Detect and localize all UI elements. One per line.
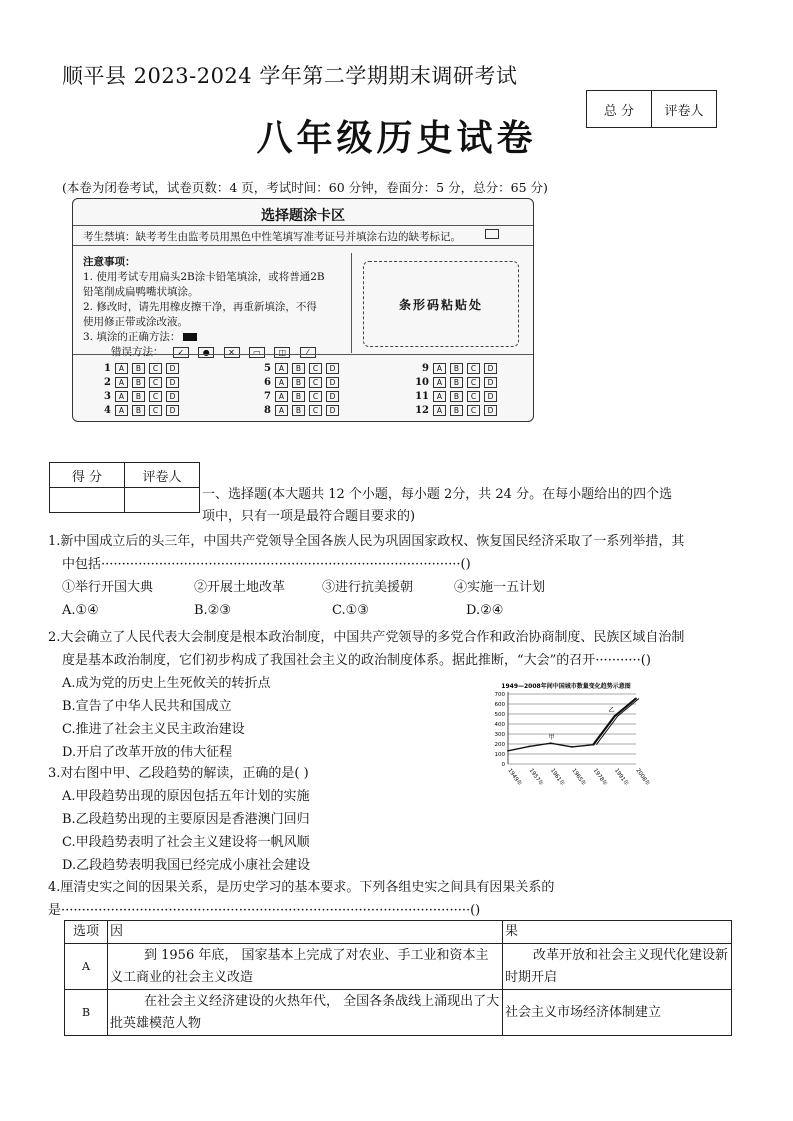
answer-row-4 bbox=[95, 405, 183, 416]
answer-bubble-5-a[interactable]: A bbox=[275, 363, 288, 374]
answer-row-11 bbox=[413, 391, 501, 402]
answer-bubble-6-a[interactable]: A bbox=[275, 377, 288, 388]
q3-stem: 3.对右图中甲、乙段趋势的解读，正确的是( ) bbox=[48, 766, 309, 781]
chart-series-line-乙-outline bbox=[596, 699, 639, 745]
card-vertical-divider bbox=[351, 253, 352, 353]
q1-option-d[interactable]: D.②④ bbox=[466, 603, 504, 618]
q1-item: ③进行抗美援朝 bbox=[322, 580, 414, 595]
wrong-dash-mark: ▭ bbox=[249, 347, 265, 358]
chart-y-tick: 400 bbox=[494, 722, 505, 728]
chart-y-tick: 600 bbox=[494, 702, 505, 708]
chart-x-tick: 1978年 bbox=[591, 767, 608, 788]
answer-bubble-1-a[interactable]: A bbox=[115, 363, 128, 374]
wrong-check-mark: ✓ bbox=[173, 347, 189, 358]
chart-point-乙 bbox=[614, 715, 616, 717]
wrong-half-mark: ◫ bbox=[274, 347, 290, 358]
answer-bubble-11-b[interactable]: B bbox=[450, 391, 463, 402]
wrong-cross-mark: ✕ bbox=[224, 347, 240, 358]
chart-point-乙 bbox=[635, 698, 637, 700]
section-score-box bbox=[49, 462, 200, 513]
answer-bubble-9-b[interactable]: B bbox=[450, 363, 463, 374]
answer-bubble-6-b[interactable]: B bbox=[292, 377, 305, 388]
answer-bubble-2-b[interactable]: B bbox=[132, 377, 145, 388]
answer-row-9 bbox=[413, 363, 501, 374]
answer-bubble-10-b[interactable]: B bbox=[450, 377, 463, 388]
answer-bubble-4-d[interactable]: D bbox=[166, 405, 179, 416]
grader-label: 评卷人 bbox=[125, 463, 200, 488]
answer-bubble-8-d[interactable]: D bbox=[326, 405, 339, 416]
answer-bubble-12-b[interactable]: B bbox=[450, 405, 463, 416]
q4-row-a-effect: 改革开放和社会主义现代化建设新时期开启 bbox=[503, 944, 732, 990]
chart-series-label: 甲 bbox=[548, 734, 555, 742]
chart-point-甲 bbox=[528, 746, 530, 748]
note-line: 2. 修改时，请先用橡皮擦干净，再重新填涂，不得 bbox=[83, 301, 317, 313]
q3-option-b[interactable]: B.乙段趋势出现的主要原因是香港澳门回归 bbox=[62, 812, 310, 827]
answer-bubble-9-a[interactable]: A bbox=[433, 363, 446, 374]
chart-y-tick: 700 bbox=[494, 692, 505, 698]
answer-row-6 bbox=[255, 377, 343, 388]
answer-bubble-5-b[interactable]: B bbox=[292, 363, 305, 374]
q2-option-a[interactable]: A.成为党的历史上生死攸关的转折点 bbox=[62, 676, 271, 691]
answer-number: 10 bbox=[415, 377, 429, 388]
card-forbid-text: 考生禁填：缺考考生由监考员用黑色中性笔填写准考证号并填涂右边的缺考标记。 bbox=[83, 231, 461, 243]
answer-row-12 bbox=[413, 405, 501, 416]
q1-item: ①举行开国大典 bbox=[62, 580, 154, 595]
answer-bubble-8-c[interactable]: C bbox=[309, 405, 322, 416]
answer-bubble-9-d[interactable]: D bbox=[484, 363, 497, 374]
city-count-chart bbox=[486, 680, 651, 792]
answer-bubble-2-a[interactable]: A bbox=[115, 377, 128, 388]
chart-x-tick: 2008年 bbox=[634, 767, 651, 788]
answer-bubble-5-c[interactable]: C bbox=[309, 363, 322, 374]
q1-stem-line: 中包括·······················································································() bbox=[62, 557, 471, 572]
answer-number: 6 bbox=[264, 377, 271, 388]
answer-bubble-11-c[interactable]: C bbox=[467, 391, 480, 402]
answer-row-1 bbox=[95, 363, 183, 374]
correct-method-label: 3. 填涂的正确方法： bbox=[83, 331, 181, 343]
answer-bubble-1-d[interactable]: D bbox=[166, 363, 179, 374]
chart-title: 1949—2008年间中国城市数量变化趋势示意图 bbox=[501, 683, 631, 690]
answer-bubble-2-c[interactable]: C bbox=[149, 377, 162, 388]
grader-cell[interactable] bbox=[125, 488, 200, 513]
exam-header: 顺平县 2023-2024 学年第二学期期末调研考试 bbox=[62, 64, 518, 88]
wrong-method-label: 错误方法： bbox=[111, 346, 164, 358]
q3-option-c[interactable]: C.甲段趋势表明了社会主义建设将一帆风顺 bbox=[62, 835, 310, 850]
exam-note: (本卷为闭卷考试，试卷页数：4 页，考试时间：60 分钟，卷面分：5 分，总分：65 分) bbox=[62, 180, 548, 195]
absent-mark-box[interactable] bbox=[485, 229, 499, 239]
chart-point-甲 bbox=[550, 742, 552, 744]
answer-bubble-10-a[interactable]: A bbox=[433, 377, 446, 388]
answer-row-3 bbox=[95, 391, 183, 402]
answer-number: 2 bbox=[104, 377, 111, 388]
answer-bubble-7-c[interactable]: C bbox=[309, 391, 322, 402]
answer-number: 9 bbox=[422, 363, 429, 374]
answer-bubble-11-d[interactable]: D bbox=[484, 391, 497, 402]
score-label: 得 分 bbox=[50, 463, 125, 488]
answer-bubble-12-d[interactable]: D bbox=[484, 405, 497, 416]
card-divider bbox=[73, 225, 533, 226]
chart-y-tick: 200 bbox=[494, 742, 505, 748]
q4-header-cause: 因 bbox=[108, 921, 503, 944]
answer-bubble-3-d[interactable]: D bbox=[166, 391, 179, 402]
q3-option-a[interactable]: A.甲段趋势出现的原因包括五年计划的实施 bbox=[62, 789, 310, 804]
answer-number: 5 bbox=[264, 363, 271, 374]
chart-point-乙 bbox=[592, 744, 594, 746]
answer-bubble-10-c[interactable]: C bbox=[467, 377, 480, 388]
q2-stem-line: 度是基本政治制度，它们初步构成了我国社会主义的政治制度体系。据此推断，“大会”的召开···········() bbox=[62, 653, 651, 668]
section-line: 一、选择题(本大题共 12 个小题，每小题 2分，共 24 分。在每小题给出的四个选 bbox=[202, 487, 673, 502]
chart-y-tick: 0 bbox=[501, 762, 505, 768]
chart-y-tick: 300 bbox=[494, 732, 505, 738]
total-score-label: 总 分 bbox=[587, 91, 652, 128]
chart-x-tick: 1961年 bbox=[549, 767, 566, 788]
q1-option-c[interactable]: C.①③ bbox=[332, 603, 369, 618]
answer-card bbox=[72, 198, 534, 422]
q2-option-b[interactable]: B.宣告了中华人民共和国成立 bbox=[62, 699, 232, 714]
score-cell[interactable] bbox=[50, 488, 125, 513]
answer-number: 8 bbox=[264, 405, 271, 416]
answer-bubble-1-b[interactable]: B bbox=[132, 363, 145, 374]
page-title: 八年级历史试卷 bbox=[256, 117, 537, 159]
card-divider bbox=[73, 245, 533, 246]
q4-row-a-cause: 到 1956 年底， 国家基本上完成了对农业、手工业和资本主义工商业的社会主义改造 bbox=[108, 944, 503, 990]
chart-x-tick: 1957年 bbox=[527, 767, 544, 788]
grader-label: 评卷人 bbox=[652, 91, 717, 128]
q4-header-option: 选项 bbox=[65, 921, 108, 944]
answer-bubble-8-b[interactable]: B bbox=[292, 405, 305, 416]
note-line: 1. 使用考试专用扁头2B涂卡铅笔填涂，或将普通2B bbox=[83, 271, 325, 283]
question-4 bbox=[48, 876, 748, 922]
chart-point-甲 bbox=[571, 746, 573, 748]
chart-point-甲 bbox=[507, 750, 509, 752]
q2-stem-line: 2.大会确立了人民代表大会制度是根本政治制度，中国共产党领导的多党合作和政治协商制度、民族区域自治制 bbox=[48, 630, 685, 645]
answer-bubble-12-c[interactable]: C bbox=[467, 405, 480, 416]
answer-number: 7 bbox=[264, 391, 271, 402]
chart-y-tick: 100 bbox=[494, 752, 505, 758]
q1-item: ②开展土地改革 bbox=[194, 580, 286, 595]
answer-bubble-1-c[interactable]: C bbox=[149, 363, 162, 374]
correct-fill-sample bbox=[183, 333, 197, 341]
card-title: 选择题涂卡区 bbox=[261, 208, 345, 224]
q4-row-b-label: B bbox=[65, 990, 108, 1036]
answer-row-5 bbox=[255, 363, 343, 374]
answer-row-10 bbox=[413, 377, 501, 388]
answer-bubble-6-d[interactable]: D bbox=[326, 377, 339, 388]
chart-series-line-甲 bbox=[508, 743, 593, 751]
answer-bubble-3-c[interactable]: C bbox=[149, 391, 162, 402]
q2-option-c[interactable]: C.推进了社会主义民主政治建设 bbox=[62, 722, 245, 737]
answer-bubble-5-d[interactable]: D bbox=[326, 363, 339, 374]
card-notes bbox=[83, 255, 325, 360]
q1-option-b[interactable]: B.②③ bbox=[194, 603, 231, 618]
q1-item: ④实施一五计划 bbox=[454, 580, 546, 595]
notes-title: 注意事项： bbox=[83, 256, 136, 268]
answer-bubble-6-c[interactable]: C bbox=[309, 377, 322, 388]
card-divider bbox=[73, 354, 533, 355]
answer-number: 3 bbox=[104, 391, 111, 402]
answer-bubble-3-a[interactable]: A bbox=[115, 391, 128, 402]
q4-table bbox=[64, 920, 732, 1036]
answer-bubble-2-d[interactable]: D bbox=[166, 377, 179, 388]
answer-bubble-11-a[interactable]: A bbox=[433, 391, 446, 402]
question-1 bbox=[48, 530, 748, 622]
note-line: 使用修正带或涂改液。 bbox=[83, 316, 188, 328]
answer-bubble-4-b[interactable]: B bbox=[132, 405, 145, 416]
answer-bubble-7-a[interactable]: A bbox=[275, 391, 288, 402]
q4-stem-line: 4.厘清史实之间的因果关系，是历史学习的基本要求。下列各组史实之间具有因果关系的 bbox=[48, 880, 555, 895]
barcode-area: 条形码粘贴处 bbox=[363, 261, 519, 347]
note-line: 铅笔削成扁鸭嘴状填涂。 bbox=[83, 286, 199, 298]
answer-bubble-3-b[interactable]: B bbox=[132, 391, 145, 402]
answer-bubble-4-c[interactable]: C bbox=[149, 405, 162, 416]
answer-number: 1 bbox=[104, 363, 111, 374]
chart-y-tick: 500 bbox=[494, 712, 505, 718]
answer-bubble-9-c[interactable]: C bbox=[467, 363, 480, 374]
section-line: 项中，只有一项是最符合题目要求的) bbox=[202, 509, 416, 524]
answer-bubble-12-a[interactable]: A bbox=[433, 405, 446, 416]
q4-row-b-cause: 在社会主义经济建设的火热年代， 全国各条战线上涌现出了大批英雄模范人物 bbox=[108, 990, 503, 1036]
section-heading bbox=[202, 484, 742, 528]
answer-number: 12 bbox=[415, 405, 429, 416]
answer-bubble-7-d[interactable]: D bbox=[326, 391, 339, 402]
answer-row-7 bbox=[255, 391, 343, 402]
answer-row-8 bbox=[255, 405, 343, 416]
chart-x-tick: 1965年 bbox=[570, 767, 587, 788]
q2-option-d[interactable]: D.开启了改革开放的伟大征程 bbox=[62, 745, 233, 760]
answer-row-2 bbox=[95, 377, 183, 388]
q4-header-effect: 果 bbox=[503, 921, 732, 944]
chart-series-label: 乙 bbox=[608, 707, 615, 715]
answer-number: 11 bbox=[415, 391, 429, 402]
chart-series-line-乙 bbox=[593, 699, 636, 745]
q4-row-a-label: A bbox=[65, 944, 108, 990]
q1-stem-line: 1.新中国成立后的头三年，中国共产党领导全国各族人民为巩固国家政权、恢复国民经济采取了一系列举措，其 bbox=[48, 534, 685, 549]
answer-bubble-4-a[interactable]: A bbox=[115, 405, 128, 416]
answer-bubble-10-d[interactable]: D bbox=[484, 377, 497, 388]
answer-bubble-8-a[interactable]: A bbox=[275, 405, 288, 416]
chart-x-tick: 1949年 bbox=[506, 767, 523, 788]
wrong-dot-mark: ● bbox=[198, 347, 214, 358]
q3-option-d[interactable]: D.乙段趋势表明我国已经完成小康社会建设 bbox=[62, 858, 311, 873]
chart-x-tick: 1991年 bbox=[613, 767, 630, 788]
q4-row-b-effect: 社会主义市场经济体制建立 bbox=[503, 990, 732, 1036]
q1-option-a[interactable]: A.①④ bbox=[62, 603, 99, 618]
answer-bubble-7-b[interactable]: B bbox=[292, 391, 305, 402]
q4-stem-line: 是···································································································() bbox=[48, 903, 481, 918]
wrong-slash-mark: ⁄ bbox=[300, 347, 316, 358]
answer-number: 4 bbox=[104, 405, 111, 416]
